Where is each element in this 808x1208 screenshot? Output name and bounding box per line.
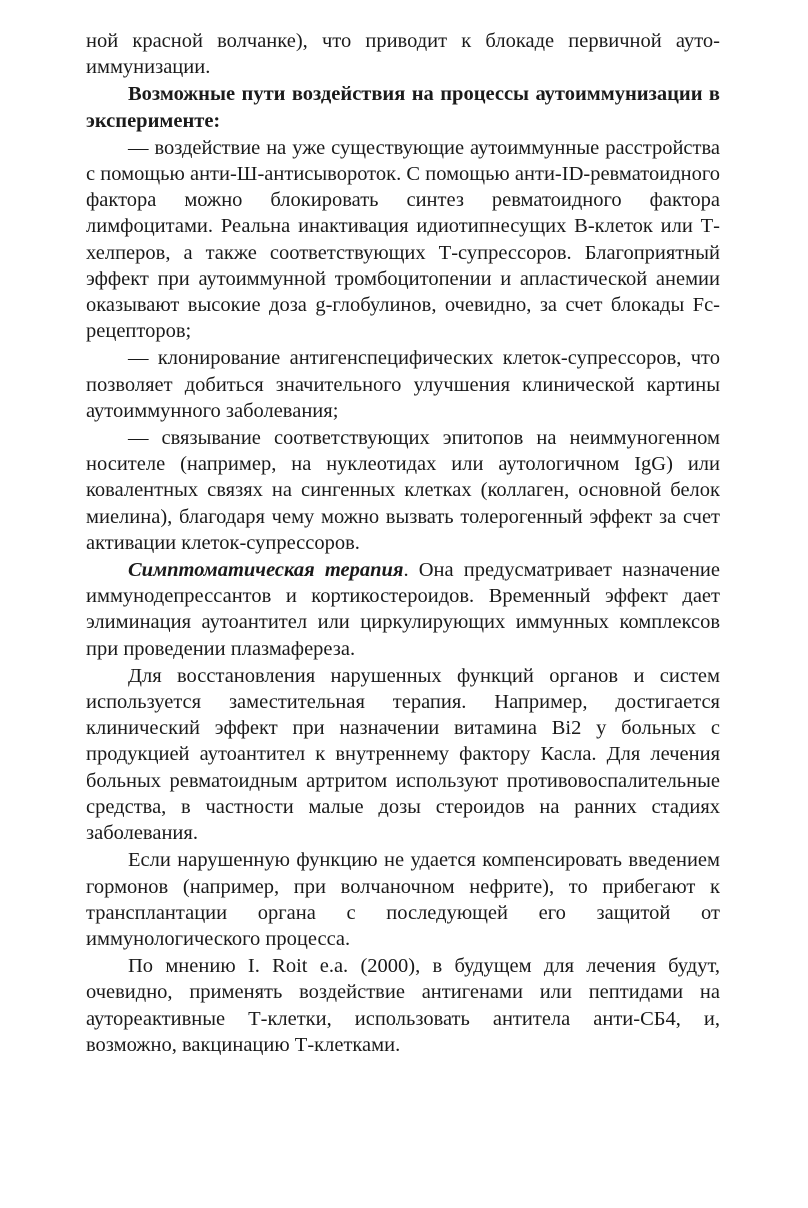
section-heading: Возможные пути воздействия на процессы аутоиммунизации в эксперименте:	[86, 83, 720, 132]
list-item-cloning: — клонирование антигенспецифических клеток-супрессоров, что позволяет добиться значительного улучшения клинической картины аутоиммунного заболевания;	[86, 347, 720, 422]
list-item-epitope-binding: — связывание соответствующих эпитопов на неиммуногенном носителе (например, на нуклеотидах или аутологичном IgG) или ковалентных связях на сингенных клетках (коллаген, основной белок миелина), благодаря чему можно вызвать толерогенный эффект за счет активации клеток-супрессоров.	[86, 427, 720, 554]
paragraph-future-treatment: По мнению I. Roit e.a. (2000), в будущем для лечения будут, очевидно, применять воздействие антигенами или пептидами на аутореактивные Т-клетки, использовать антитела анти-СБ4, и, возможно, вакцинацию Т-клетками.	[86, 955, 720, 1056]
paragraph-symptomatic-therapy	[86, 557, 720, 662]
paragraph-replacement-therapy: Для восстановления нарушенных функций органов и систем используется заместительная терапия. Например, достигается клинический эффект при назначении витамина Bi2 у больных с продукцией аутоантител к внутреннему фактору Касла. Для лечения больных ревматоидным артритом используют противовоспалительные средства, в частности малые дозы стероидов на ранних стадиях заболевания.	[86, 664, 720, 845]
document-page	[86, 28, 720, 1058]
list-item-anti-id: — воздействие на уже существующие аутоиммунные расстройства с помощью анти-Ш-антисывороток. С помощью анти-ID-ревматоидного фактора можно блокировать синтез ревматоидного фактора лимфоцитами. Реальна инактивация идиотипнесущих В-клеток или Т-хелперов, а также соответствующих Т-супрессоров. Благоприятный эффект при аутоиммунной тромбоцитопении и апластической анемии оказывают высокие доза g-глобулинов, очевидно, за счет блокады Fc-рецепторов;	[86, 136, 720, 343]
paragraph-body: . Она предусматривает назначение иммунодепрессантов и кортикостероидов. Временный эффект дает элиминация аутоантител или циркулирующих иммунных комплексов при проведении плазмафереза.	[86, 559, 720, 660]
paragraph-transplantation: Если нарушенную функцию не удается компенсировать введением гормонов (например, при волчаночном нефрите), то прибегают к трансплантации органа с последующей его защитой от иммунологического процесса.	[86, 849, 720, 950]
paragraph-continuation: ной красной волчанке), что приводит к блокаде первичной ауто-иммунизации.	[86, 30, 720, 79]
lead-term: Симптоматическая терапия	[128, 559, 404, 582]
